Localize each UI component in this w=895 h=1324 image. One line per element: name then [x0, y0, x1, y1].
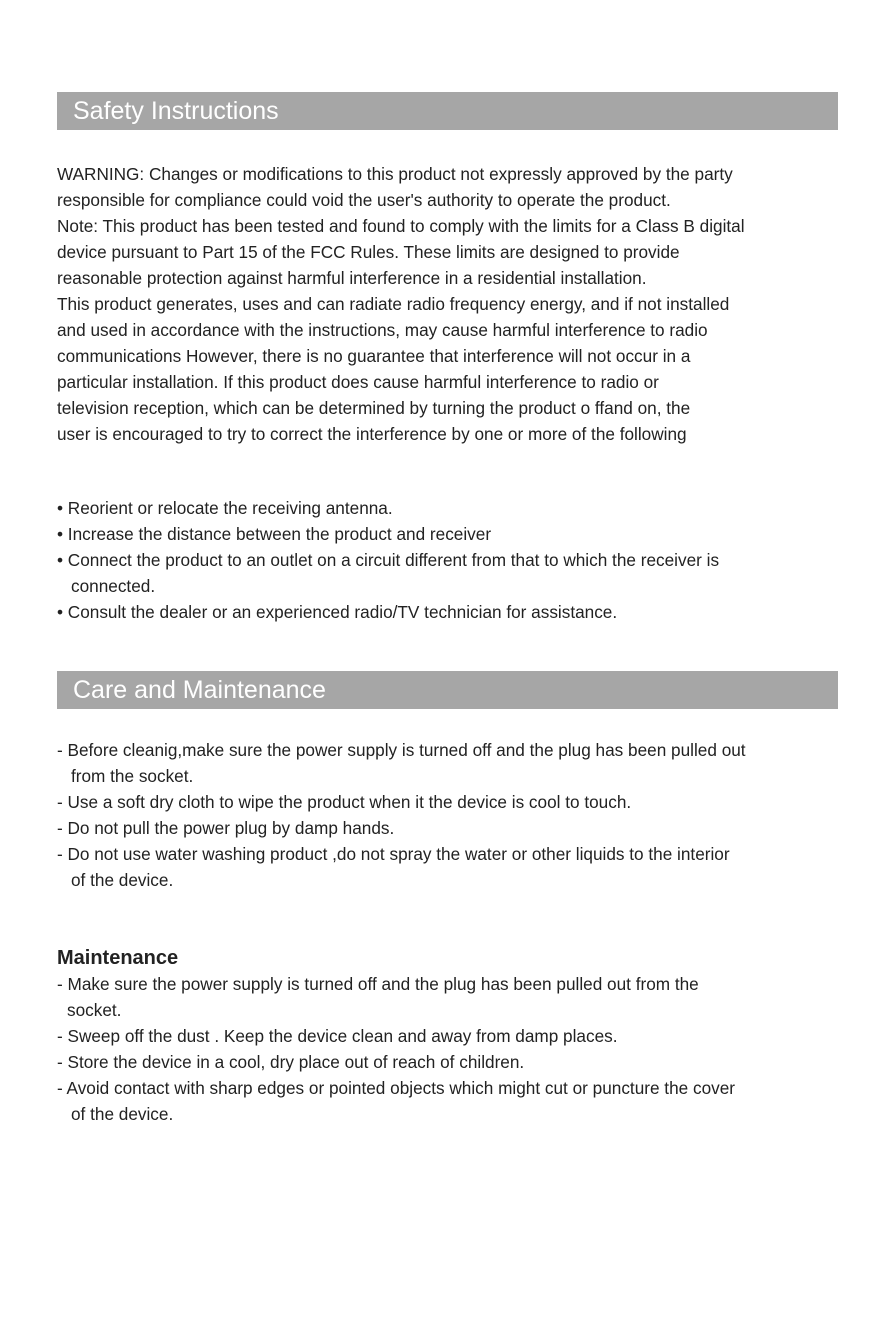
maintenance-item: - Sweep off the dust . Keep the device clean and away from damp places. — [57, 1026, 618, 1046]
safety-line: device pursuant to Part 15 of the FCC Rules. These limits are designed to provide — [57, 242, 680, 262]
care-item: - Do not pull the power plug by damp hands. — [57, 818, 395, 838]
maintenance-item: - Make sure the power supply is turned off and the plug has been pulled out from the — [57, 974, 699, 994]
care-item: - Before cleanig,make sure the power supply is turned off and the plug has been pulled out — [57, 740, 746, 760]
care-item-continuation: from the socket. — [71, 766, 194, 786]
safety-paragraph — [57, 161, 839, 447]
bullet-item: • Increase the distance between the product and receiver — [57, 524, 492, 544]
maintenance-item-continuation: of the device. — [71, 1104, 174, 1124]
safety-line: user is encouraged to try to correct the interference by one or more of the following — [57, 424, 687, 444]
care-maintenance-header — [57, 671, 838, 709]
bullet-item: • Reorient or relocate the receiving antenna. — [57, 498, 393, 518]
bullet-item: • Consult the dealer or an experienced radio/TV technician for assistance. — [57, 602, 618, 622]
safety-line: reasonable protection against harmful interference in a residential installation. — [57, 268, 647, 288]
maintenance-item: - Avoid contact with sharp edges or pointed objects which might cut or puncture the cover — [57, 1078, 736, 1098]
maintenance-item-continuation: socket. — [67, 1000, 122, 1020]
care-list — [57, 737, 839, 893]
safety-line: and used in accordance with the instructions, may cause harmful interference to radio — [57, 320, 708, 340]
care-item-continuation: of the device. — [71, 870, 174, 890]
maintenance-heading: Maintenance — [57, 947, 179, 969]
interference-bullet-list — [57, 495, 839, 625]
care-item: - Do not use water washing product ,do not spray the water or other liquids to the interior — [57, 844, 730, 864]
maintenance-item: - Store the device in a cool, dry place out of reach of children. — [57, 1052, 525, 1072]
care-maintenance-title: Care and Maintenance — [73, 676, 326, 704]
safety-line: particular installation. If this product does cause harmful interference to radio or — [57, 372, 659, 392]
safety-instructions-header — [57, 92, 838, 130]
safety-line: communications However, there is no guarantee that interference will not occur in a — [57, 346, 691, 366]
safety-line: responsible for compliance could void the user's authority to operate the product. — [57, 190, 671, 210]
bullet-item-continuation: connected. — [71, 576, 156, 596]
maintenance-list — [57, 971, 839, 1127]
bullet-item: • Connect the product to an outlet on a circuit different from that to which the receiver is — [57, 550, 720, 570]
safety-line: This product generates, uses and can radiate radio frequency energy, and if not installed — [57, 294, 730, 314]
safety-line: television reception, which can be determined by turning the product o ffand on, the — [57, 398, 691, 418]
safety-line: WARNING: Changes or modifications to this product not expressly approved by the party — [57, 164, 733, 184]
safety-instructions-title: Safety Instructions — [73, 97, 279, 125]
safety-line: Note: This product has been tested and found to comply with the limits for a Class B digital — [57, 216, 745, 236]
care-item: - Use a soft dry cloth to wipe the product when it the device is cool to touch. — [57, 792, 632, 812]
